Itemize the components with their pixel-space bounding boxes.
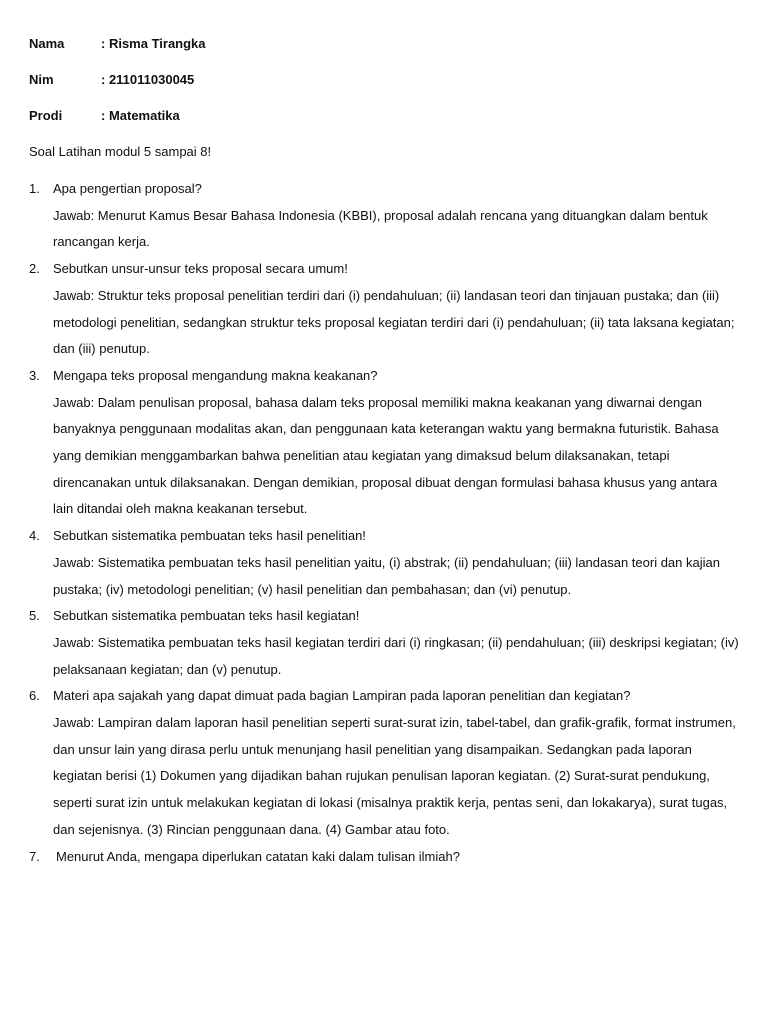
question-item-6 xyxy=(29,683,741,843)
question-item-2 xyxy=(29,256,741,363)
question-item-7 xyxy=(29,844,741,871)
question-item-1 xyxy=(29,176,741,256)
prodi-value: : Matematika xyxy=(101,108,180,123)
question-number: 3. xyxy=(29,367,40,383)
question-text: Mengapa teks proposal mengandung makna keakanan? xyxy=(53,367,378,383)
question-number: 1. xyxy=(29,181,40,196)
nim-row xyxy=(29,72,194,88)
nim-label: Nim xyxy=(29,72,54,87)
question-item-4 xyxy=(29,523,741,603)
question-text: Menurut Anda, mengapa diperlukan catatan kaki dalam tulisan ilmiah? xyxy=(56,848,460,864)
question-number: 7. xyxy=(29,848,40,864)
nama-row xyxy=(29,36,206,52)
prodi-row xyxy=(29,108,180,124)
question-number: 6. xyxy=(29,688,40,704)
question-item-5 xyxy=(29,603,741,683)
question-text: Materi apa sajakah yang dapat dimuat pada bagian Lampiran pada laporan penelitian dan kegiatan? xyxy=(53,688,631,704)
nama-label: Nama xyxy=(29,36,65,51)
question-number: 2. xyxy=(29,261,40,277)
answer-text: Jawab: Menurut Kamus Besar Bahasa Indonesia (KBBI), proposal adalah rencana yang dituangkan dalam bentuk rancangan kerja. xyxy=(53,207,708,250)
question-text: Sebutkan sistematika pembuatan teks hasil penelitian! xyxy=(53,528,366,544)
nim-value: : 211011030045 xyxy=(101,72,195,87)
question-list xyxy=(29,176,741,870)
answer-text: Jawab: Dalam penulisan proposal, bahasa dalam teks proposal memiliki makna keakanan yang diwarnai dengan banyaknya penggunaan modalitas akan, dan penggunaan kata keterangan waktu yang bermakna futuristik. Bahasa yang demikian menggambarkan bahwa penelitian atau kegiatan yang dimaksud belum dilaksanakan, tetapi direncanakan untuk dilaksanakan. Dengan demikian, proposal dibuat dengan formulasi bahasa khusus yang antara lain ditandai oleh makna keakanan tersebut. xyxy=(53,394,719,517)
question-number: 4. xyxy=(29,528,40,544)
nama-value: : Risma Tirangka xyxy=(101,36,206,51)
question-text: Apa pengertian proposal? xyxy=(53,181,202,196)
answer-text: Jawab: Sistematika pembuatan teks hasil kegiatan terdiri dari (i) ringkasan; (ii) pendahuluan; (iii) deskripsi kegiatan; (iv) pelaksanaan kegiatan; dan (v) penutup. xyxy=(53,634,739,677)
answer-text: Jawab: Struktur teks proposal penelitian terdiri dari (i) pendahuluan; (ii) landasan teori dan tinjauan pustaka; dan (iii) metodologi penelitian, sedangkan struktur teks proposal kegiatan terdiri dari (i) pendahuluan; (ii) tata laksana kegiatan; dan (iii) penutup. xyxy=(53,287,735,357)
answer-text: Jawab: Sistematika pembuatan teks hasil penelitian yaitu, (i) abstrak; (ii) pendahuluan; (iii) landasan teori dan kajian pustaka; (iv) metodologi penelitian; (v) hasil penelitian dan pembahasan; dan (vi) penutup. xyxy=(53,554,720,597)
intro-text: Soal Latihan modul 5 sampai 8! xyxy=(29,144,212,159)
prodi-label: Prodi xyxy=(29,108,63,123)
question-text: Sebutkan sistematika pembuatan teks hasil kegiatan! xyxy=(53,608,360,624)
question-text: Sebutkan unsur-unsur teks proposal secara umum! xyxy=(53,261,348,277)
answer-text: Jawab: Lampiran dalam laporan hasil penelitian seperti surat-surat izin, tabel-tabel, dan grafik-grafik, format instrumen, dan unsur lain yang dirasa perlu untuk menunjang hasil penelitian yang disampaikan. Sedangkan pada laporan kegiatan berisi (1) Dokumen yang dijadikan bahan rujukan penulisan laporan kegiatan. (2) Surat-surat pendukung, seperti surat izin untuk melakukan kegiatan di lokasi (misalnya praktik kerja, pentas seni, dan lokakarya), surat tugas, dan sejenisnya. (3) Rincian penggunaan dana. (4) Gambar atau foto. xyxy=(53,715,736,837)
question-number: 5. xyxy=(29,608,40,624)
question-item-3 xyxy=(29,363,741,523)
